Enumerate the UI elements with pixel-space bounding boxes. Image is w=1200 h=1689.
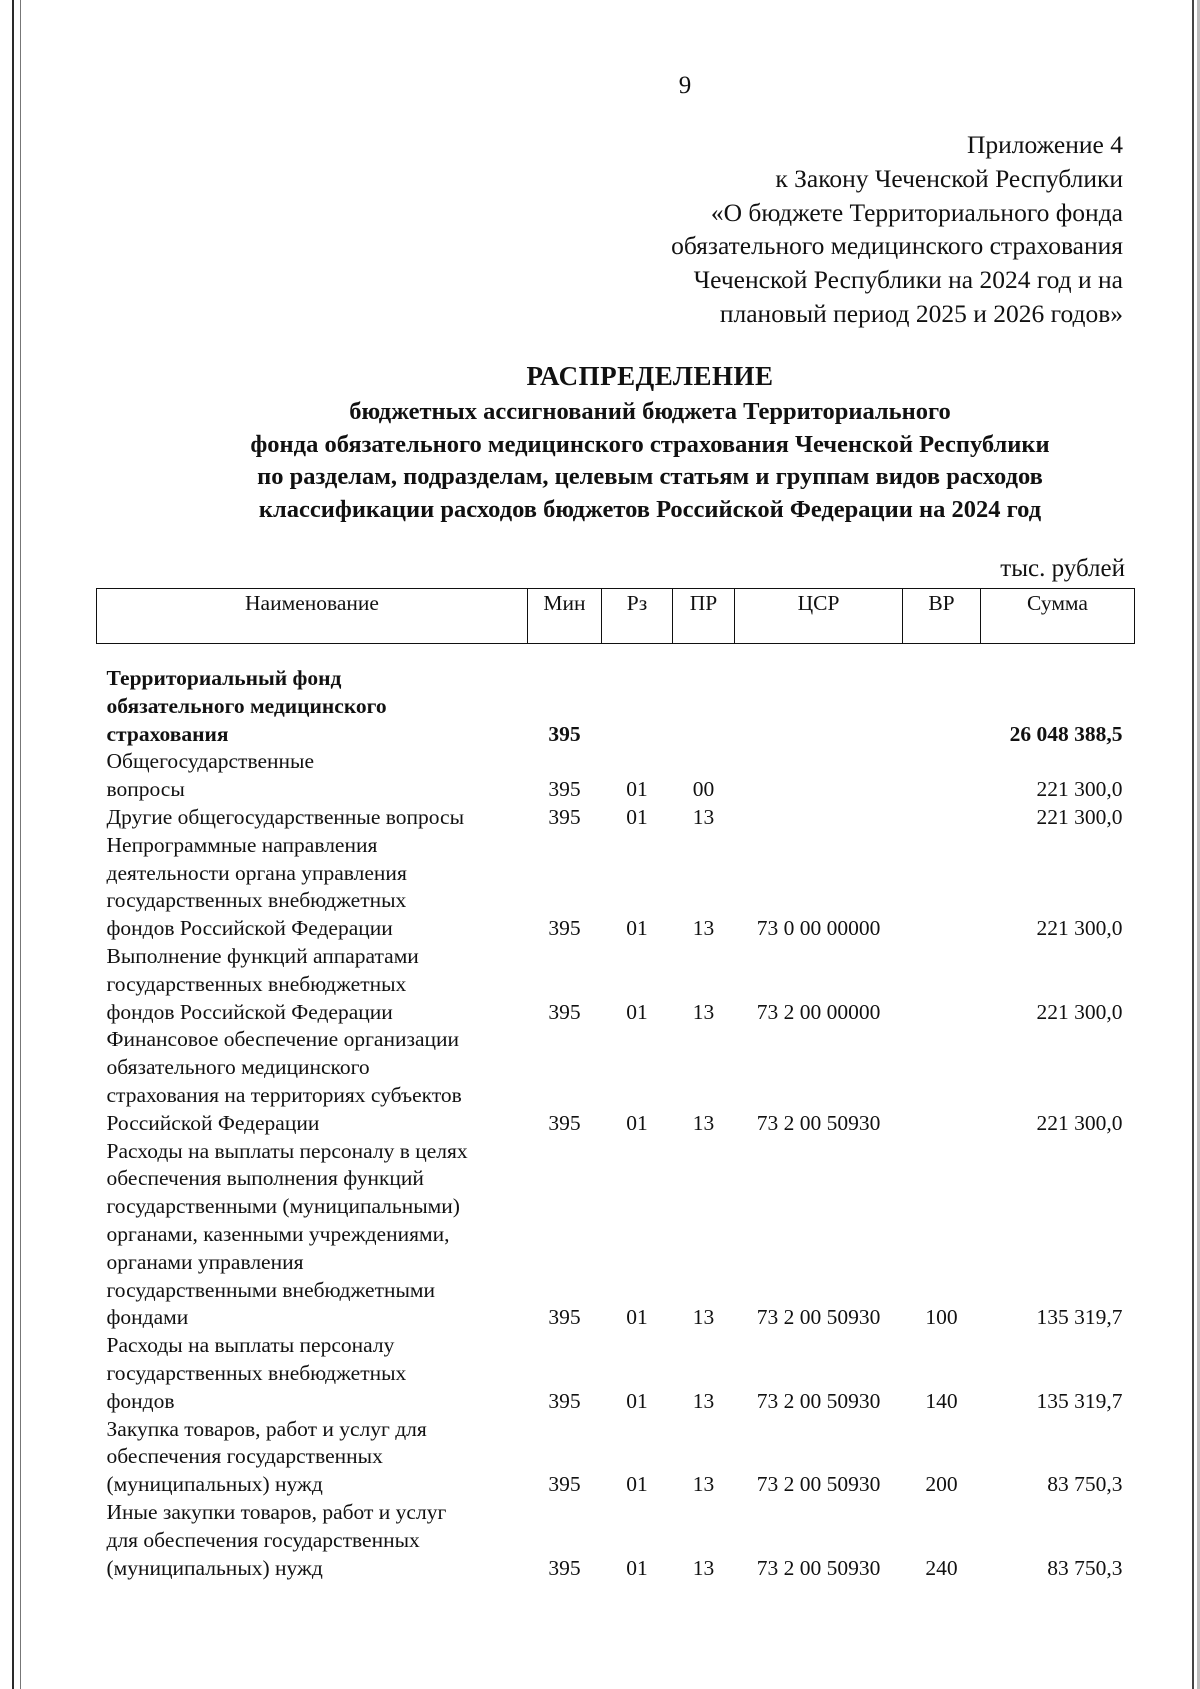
row-name-line: государственных внебюджетных [106,971,407,996]
row-pr-cell: 13 [692,1305,715,1330]
table-row [97,748,1135,804]
row-name-cell [97,804,528,832]
row-pr-cell: 13 [692,1388,715,1413]
appendix-note [671,128,1123,331]
row-name-line: Территориальный фонд [106,666,342,690]
row-name-cell [97,665,528,748]
row-sum-cell: 221 300,0 [1036,916,1123,941]
row-min-cell: 395 [548,777,581,802]
row-name-line: для обеспечения государственных [106,1527,420,1552]
row-name-line: обязательного медицинского [106,1055,370,1080]
row-min-cell: 395 [548,1555,581,1580]
row-sum-cell: 26 048 388,5 [1009,721,1123,746]
column-header-sum: Сумма [981,589,1135,644]
document-subtitle-line: классификации расходов бюджетов Российской Федерации на 2024 год [258,495,1042,523]
row-min-cell: 395 [548,999,581,1024]
row-name-line: вопросы [106,777,185,802]
row-pr-cell: 13 [692,1555,715,1580]
row-vr-cell [903,748,981,804]
row-pr-cell: 13 [692,1472,715,1497]
row-vr-cell [903,804,981,832]
table-header-row [97,589,1135,644]
row-sum-cell: 83 750,3 [1047,1555,1123,1580]
row-min-cell: 395 [548,916,581,941]
row-name-cell [97,1026,528,1137]
row-name-cell [97,1138,528,1333]
row-csr-cell: 73 0 00 00000 [756,916,881,941]
column-header-vr: ВР [903,589,981,644]
row-rz-cell: 01 [626,777,648,802]
row-sum-cell: 221 300,0 [1036,1110,1123,1135]
row-pr-cell: 13 [692,916,715,941]
row-vr-cell: 100 [925,1305,958,1330]
row-vr-cell [903,665,981,748]
row-pr-cell [673,665,735,748]
column-header-pr: ПР [673,589,735,644]
budget-table [96,588,1135,1582]
appendix-line: обязательного медицинского страхования [671,231,1123,261]
row-name-line: Выполнение функций аппаратами [106,943,419,968]
row-name-line: обеспечения государственных [106,1444,383,1469]
row-name-line: государственных внебюджетных [106,1360,407,1385]
row-name-line: Закупка товаров, работ и услуг для [106,1416,427,1441]
row-csr-cell [735,804,903,832]
row-name-line: Другие общегосударственные вопросы [106,804,465,829]
table-row [97,1332,1135,1415]
row-name-line: обеспечения выполнения функций [106,1166,424,1191]
row-min-cell: 395 [548,1472,581,1497]
row-name-line: (муниципальных) нужд [106,1555,323,1580]
row-csr-cell: 73 2 00 50930 [756,1110,881,1135]
row-name-line: Непрограммные направления [106,832,378,857]
row-min-cell: 395 [548,721,581,746]
row-vr-cell: 140 [925,1388,958,1413]
row-name-line: Иные закупки товаров, работ и услуг [106,1499,447,1524]
row-name-line: государственными (муниципальными) [106,1194,460,1219]
row-name-line: государственных внебюджетных [106,888,407,913]
row-name-line: страхования [106,721,229,746]
row-rz-cell: 01 [626,1110,648,1135]
row-rz-cell: 01 [626,1305,648,1330]
table-row [97,1416,1135,1499]
row-name-cell [97,748,528,804]
row-pr-cell: 13 [692,999,715,1024]
row-vr-cell [903,943,981,1026]
scan-edge-left [12,0,14,1689]
row-csr-cell: 73 2 00 50930 [756,1305,881,1330]
row-rz-cell: 01 [626,1472,648,1497]
row-sum-cell: 221 300,0 [1036,999,1123,1024]
document-subtitle-line: фонда обязательного медицинского страхования Чеченской Республики [250,430,1050,458]
document-title: РАСПРЕДЕЛЕНИЕ [526,361,774,391]
row-name-line: обязательного медицинского [106,693,387,718]
row-name-line: Российской Федерации [106,1110,320,1135]
row-name-line: Общегосударственные [106,749,315,774]
appendix-line: Приложение 4 [967,130,1123,159]
row-min-cell: 395 [548,804,581,829]
row-csr-cell [735,665,903,748]
row-rz-cell: 01 [626,916,648,941]
row-min-cell: 395 [548,1110,581,1135]
table-row [97,665,1135,748]
row-vr-cell: 240 [925,1555,958,1580]
row-sum-cell: 221 300,0 [1036,777,1123,802]
row-sum-cell: 135 319,7 [1036,1388,1123,1413]
row-name-line: Расходы на выплаты персоналу в целях [106,1138,468,1163]
appendix-line: к Закону Чеченской Республики [775,163,1123,193]
row-vr-cell [903,1026,981,1137]
row-name-line: органами управления [106,1249,304,1274]
column-header-name: Наименование [97,589,528,644]
table-body [97,644,1135,1583]
row-pr-cell: 13 [692,804,715,829]
row-rz-cell [602,665,673,748]
row-name-line: деятельности органа управления [106,860,407,885]
row-name-cell [97,832,528,943]
row-rz-cell: 01 [626,1555,648,1580]
row-csr-cell [735,748,903,804]
row-name-line: органами, казенными учреждениями, [106,1221,450,1246]
row-min-cell: 395 [548,1305,581,1330]
table-spacer-row [97,644,1135,666]
column-header-min: Мин [528,589,602,644]
row-name-cell [97,1332,528,1415]
appendix-line: «О бюджете Территориального фонда [710,197,1123,227]
row-name-line: государственными внебюджетными [106,1277,436,1302]
row-name-cell [97,1416,528,1499]
row-name-line: фондов Российской Федерации [106,999,393,1024]
row-sum-cell: 83 750,3 [1047,1472,1123,1497]
table-row [97,1138,1135,1333]
row-sum-cell: 135 319,7 [1036,1305,1123,1330]
document-subtitle-line: бюджетных ассигнований бюджета Территориального [349,398,951,425]
row-name-line: фондами [106,1305,189,1330]
row-name-line: фондов [106,1388,175,1413]
row-csr-cell: 73 2 00 50930 [756,1388,881,1413]
appendix-line: плановый период 2025 и 2026 годов» [719,298,1123,328]
table-row [97,804,1135,832]
document-subtitle-line: по разделам, подразделам, целевым статьям и группам видов расходов [257,463,1043,490]
row-csr-cell: 73 2 00 50930 [756,1472,881,1497]
page-number: 9 [678,72,692,99]
row-csr-cell: 73 2 00 50930 [756,1555,881,1580]
scan-edge-right [1192,0,1194,1689]
row-sum-cell: 221 300,0 [1036,804,1123,829]
row-vr-cell [903,832,981,943]
column-header-csr: ЦСР [735,589,903,644]
table-row [97,1026,1135,1137]
appendix-line: Чеченской Республики на 2024 год и на [693,265,1123,295]
column-header-rz: Рз [602,589,673,644]
row-name-cell [97,943,528,1026]
row-min-cell: 395 [548,1388,581,1413]
row-vr-cell: 200 [925,1472,958,1497]
row-rz-cell: 01 [626,804,648,829]
table-row [97,1499,1135,1582]
table-row [97,943,1135,1026]
row-name-line: Расходы на выплаты персоналу [106,1333,395,1358]
row-pr-cell: 00 [692,777,715,802]
row-rz-cell: 01 [626,1388,648,1413]
row-name-line: страхования на территориях субъектов [106,1082,462,1107]
document-title-block [120,356,1180,526]
row-csr-cell: 73 2 00 00000 [756,999,881,1024]
table-row [97,832,1135,943]
row-rz-cell: 01 [626,999,648,1024]
row-pr-cell: 13 [692,1110,715,1135]
scan-edge-left-inner [20,0,21,1689]
row-name-line: фондов Российской Федерации [106,916,393,941]
row-name-cell [97,1499,528,1582]
row-name-line: (муниципальных) нужд [106,1472,323,1497]
row-name-line: Финансовое обеспечение организации [106,1027,460,1052]
units-label: тыс. рублей [1000,555,1125,582]
